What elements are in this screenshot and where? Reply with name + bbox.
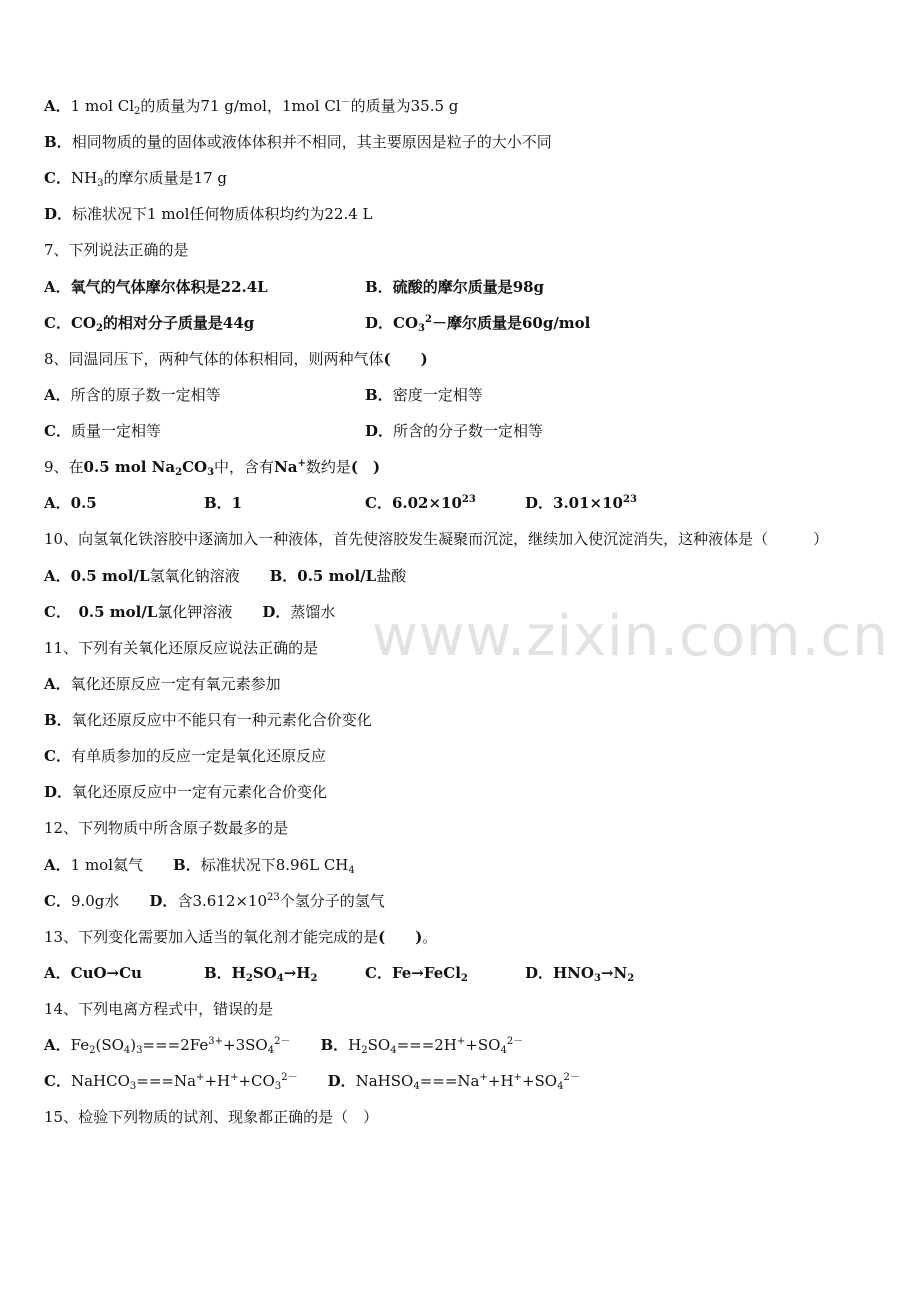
answer-option — [204, 963, 317, 983]
text-run: 15、检验下列物质的试剂、现象都正确的是（ ） — [44, 1108, 379, 1126]
answer-option — [365, 385, 483, 405]
text-run: D．HNO — [525, 964, 594, 982]
text-run: 2－ — [506, 1036, 524, 1047]
text-run: 4 — [267, 1045, 275, 1056]
text-run: 氧化还原反应一定有氧元素参加 — [70, 675, 281, 693]
text-run: 3 — [136, 1045, 143, 1056]
text-run: B． — [44, 711, 72, 729]
text-run: H — [348, 1036, 362, 1054]
text-run: NH — [70, 169, 98, 187]
text-run: C． — [44, 422, 71, 440]
answer-option — [525, 963, 634, 983]
text-run: 所含的分子数一定相等 — [393, 422, 544, 440]
text-run: 13、下列变化需要加入适当的氧化剂才能完成的是 — [44, 928, 379, 946]
text-run: D． — [327, 1072, 356, 1090]
text-run: A．0.5 — [44, 494, 97, 512]
text-run: + — [513, 1072, 522, 1083]
text-run: Fe — [70, 1036, 90, 1054]
text-run: A．CuO→Cu — [44, 964, 142, 982]
text-run: →H — [283, 964, 311, 982]
text-run: ===2Fe — [142, 1036, 209, 1054]
text-run: 标准状况下1 mol任何物质体积均约为22.4 L — [72, 205, 373, 223]
text-run: 的相对分子质量是44g — [102, 314, 255, 332]
text-run: D． — [44, 205, 73, 223]
text-run: A． — [44, 1036, 71, 1054]
text-run: 3+ — [208, 1036, 223, 1047]
text-run: 4 — [390, 1045, 397, 1056]
text-run: A． — [44, 97, 71, 115]
answer-option — [44, 313, 254, 333]
text-run: C． — [44, 892, 71, 910]
text-run: B． — [365, 386, 393, 404]
text-run: 12、下列物质中所含原子数最多的是 — [44, 819, 289, 837]
question-15 — [44, 1107, 378, 1127]
text-run: 2－ — [563, 1072, 580, 1083]
text-run: 2 — [310, 973, 318, 984]
text-run: 3 — [97, 178, 104, 189]
text-run: D． — [365, 422, 394, 440]
text-run: 。 — [422, 928, 438, 946]
answer-option — [44, 963, 142, 983]
option-11c — [44, 746, 326, 766]
text-run: 2－ — [274, 1036, 291, 1047]
text-run: 8、同温同压下，两种气体的体积相同，则两种气体 — [44, 350, 384, 368]
text-run: 2 — [89, 1045, 96, 1056]
option-6c — [44, 168, 227, 188]
text-run: 的摩尔质量是17 g — [103, 169, 228, 187]
text-run: C． — [44, 1072, 71, 1090]
text-run: 相同物质的量的固体或液体体积并不相同，其主要原因是粒子的大小不同 — [71, 133, 552, 151]
text-run: 2 — [425, 314, 432, 325]
option-11d — [44, 782, 327, 802]
text-run: 11、下列有关氧化还原反应说法正确的是 — [44, 639, 319, 657]
text-run: 2 — [95, 323, 103, 334]
text-run: ===Na — [136, 1072, 197, 1090]
text-run: 质量一定相等 — [70, 422, 161, 440]
text-run: B．1 — [204, 494, 243, 512]
options-10ab — [44, 566, 406, 586]
question-7 — [44, 240, 189, 260]
text-run: 23 — [622, 494, 637, 505]
text-run: ( ) — [383, 350, 428, 368]
question-10 — [44, 529, 828, 549]
text-run: + — [297, 458, 306, 469]
text-run: 2 — [175, 467, 183, 478]
text-run: CO — [182, 458, 208, 476]
text-run: +SO — [521, 1072, 558, 1090]
text-run: +SO — [465, 1036, 501, 1054]
text-run: 标准状况下8.96L CH — [200, 856, 349, 874]
text-run: 3 — [418, 323, 425, 334]
text-run: 氢氧化钠溶液 — [149, 567, 270, 585]
text-run: (SO — [95, 1036, 124, 1054]
text-run: D．3.01×10 — [525, 494, 623, 512]
text-run: B． — [44, 133, 72, 151]
text-run: 硫酸的摩尔质量是98g — [392, 278, 545, 296]
text-run: 4 — [557, 1081, 564, 1092]
text-run: 1 mol氦气 — [70, 856, 174, 874]
text-run: 氧化还原反应中不能只有一种元素化合价变化 — [71, 711, 372, 729]
question-13 — [44, 927, 437, 947]
text-run: 14、下列电离方程式中，错误的是 — [44, 1000, 274, 1018]
text-run: 密度一定相等 — [392, 386, 483, 404]
text-run: D． — [149, 892, 178, 910]
text-run: ( ) — [350, 458, 381, 476]
text-run: D． — [262, 603, 291, 621]
text-run: C． — [44, 169, 71, 187]
question-11 — [44, 638, 318, 658]
text-run: 氯化钾溶液 — [157, 603, 263, 621]
text-run: 0.5 mol Na — [83, 458, 176, 476]
text-run: 7、下列说法正确的是 — [44, 241, 189, 259]
text-run: +CO — [238, 1072, 275, 1090]
text-run: A．氧气的气体摩尔体积是22.4L — [44, 278, 268, 296]
answer-option — [525, 493, 637, 513]
question-9 — [44, 457, 380, 477]
text-run: 有单质参加的反应一定是氧化还原反应 — [70, 747, 326, 765]
text-run: D． — [365, 314, 394, 332]
text-run: B． — [173, 856, 201, 874]
text-run: NaHSO — [355, 1072, 414, 1090]
text-run: A． — [44, 675, 71, 693]
text-run: 9.0g水 — [70, 892, 150, 910]
text-run: 23 — [461, 494, 476, 505]
text-run: 的质量为71 g/mol，1mol Cl — [140, 97, 341, 115]
text-run: 3 — [129, 1081, 137, 1092]
answer-option — [365, 421, 543, 441]
text-run: 盐酸 — [376, 567, 407, 585]
text-run: C． — [44, 747, 71, 765]
text-run: A．0.5 mol/L — [44, 567, 150, 585]
text-run: Na — [274, 458, 298, 476]
text-run: + — [196, 1072, 205, 1083]
text-run: C．CO — [44, 314, 96, 332]
text-run: ===2H — [396, 1036, 457, 1054]
text-run: + — [479, 1072, 488, 1083]
text-run: 2 — [627, 973, 635, 984]
text-run: 个氢分子的氢气 — [279, 892, 385, 910]
text-run: － — [340, 97, 351, 108]
options-14ab — [44, 1035, 523, 1055]
text-run: +3SO — [223, 1036, 268, 1054]
text-run: 所含的原子数一定相等 — [70, 386, 221, 404]
text-run: NaHCO — [70, 1072, 130, 1090]
text-run: B． — [320, 1036, 349, 1054]
text-run: 23 — [267, 892, 280, 903]
text-run: 含3.612×10 — [177, 892, 268, 910]
text-run: A． — [44, 386, 71, 404]
answer-option — [365, 493, 476, 513]
text-run — [290, 1036, 320, 1054]
option-11a — [44, 674, 281, 694]
text-run: +H — [487, 1072, 514, 1090]
text-run: ) — [130, 1036, 137, 1054]
option-6a — [44, 96, 458, 116]
text-run: +H — [204, 1072, 231, 1090]
text-run: + — [456, 1036, 466, 1047]
text-run: C．Fe→FeCl — [365, 964, 461, 982]
answer-option — [365, 277, 544, 297]
text-run: CO — [393, 314, 419, 332]
text-run: －摩尔质量是60g/mol — [431, 314, 591, 332]
text-run: ( ) — [378, 928, 423, 946]
answer-option — [365, 963, 468, 983]
text-run: 的质量为35.5 g — [350, 97, 459, 115]
text-run: →N — [600, 964, 628, 982]
text-run: 2 — [134, 106, 141, 117]
text-run — [298, 1072, 328, 1090]
text-run: ===Na — [419, 1072, 480, 1090]
text-run: 4 — [123, 1045, 131, 1056]
text-run: 数约是 — [305, 458, 351, 476]
text-run: 3 — [207, 467, 215, 478]
text-run: A． — [44, 856, 71, 874]
watermark: www.zixin.com.cn — [372, 604, 889, 669]
text-run: + — [230, 1072, 239, 1083]
question-8 — [44, 349, 428, 369]
text-run: 4 — [348, 865, 355, 876]
text-run: B．H — [204, 964, 246, 982]
text-run: B．0.5 mol/L — [269, 567, 377, 585]
question-12 — [44, 818, 288, 838]
text-run: 3 — [593, 973, 601, 984]
text-run: 2 — [460, 973, 468, 984]
options-12cd — [44, 891, 385, 911]
option-11b — [44, 710, 372, 730]
options-12ab — [44, 855, 355, 875]
text-run: 2 — [361, 1045, 368, 1056]
text-run: 3 — [274, 1081, 282, 1092]
text-run: 蒸馏水 — [290, 603, 336, 621]
answer-option — [204, 493, 242, 513]
text-run: C． 0.5 mol/L — [44, 603, 158, 621]
options-10cd — [44, 602, 335, 622]
text-run: C．6.02×10 — [365, 494, 462, 512]
text-run: 4 — [413, 1081, 420, 1092]
text-run: D． — [44, 783, 73, 801]
answer-option — [365, 313, 590, 333]
text-run: 10、向氢氧化铁溶胶中逐滴加入一种液体，首先使溶胶发生凝聚而沉淀，继续加入使沉淀消失，这种液体是（ ） — [44, 530, 829, 548]
answer-option — [44, 493, 97, 513]
text-run: 2 — [245, 973, 253, 984]
text-run: 1 mol Cl — [70, 97, 135, 115]
text-run: 4 — [500, 1045, 507, 1056]
text-run: 4 — [276, 973, 284, 984]
text-run: 氧化还原反应中一定有元素化合价变化 — [72, 783, 328, 801]
text-run: SO — [367, 1036, 391, 1054]
text-run: SO — [252, 964, 277, 982]
text-run: 中，含有 — [214, 458, 275, 476]
answer-option — [44, 277, 268, 297]
answer-option — [44, 385, 221, 405]
question-14 — [44, 999, 273, 1019]
option-6d — [44, 204, 373, 224]
text-run: B． — [365, 278, 393, 296]
answer-option — [44, 421, 161, 441]
option-6b — [44, 132, 552, 152]
text-run: 2－ — [281, 1072, 298, 1083]
options-14cd — [44, 1071, 580, 1091]
text-run: 9、在 — [44, 458, 84, 476]
